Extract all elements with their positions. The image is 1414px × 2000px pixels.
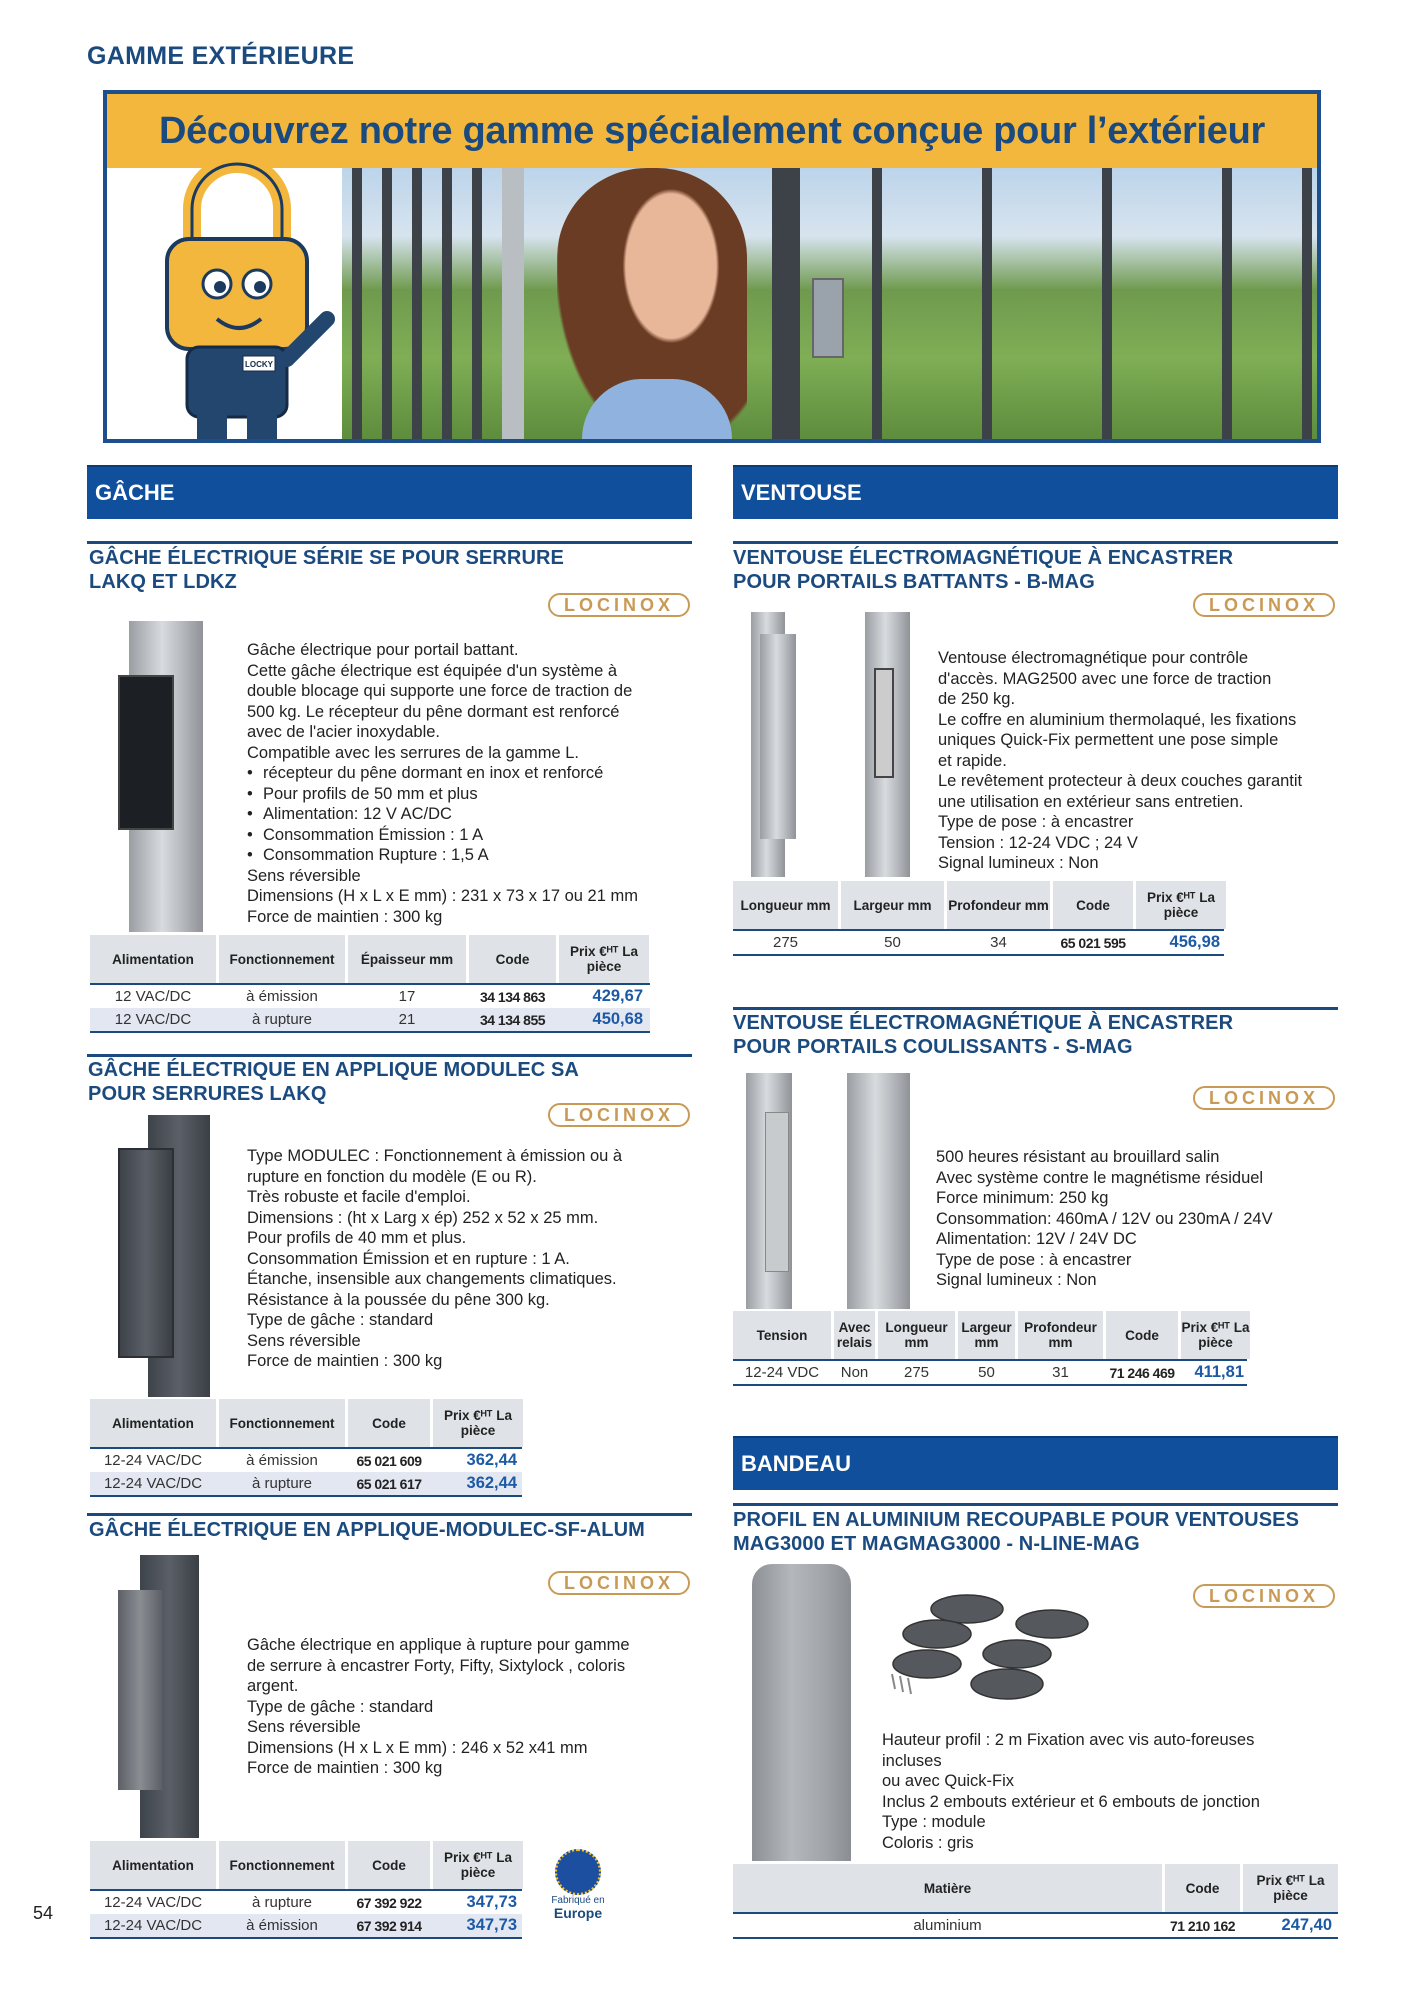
table-cell: 31 bbox=[1052, 1364, 1069, 1381]
column-header: Code bbox=[348, 1841, 430, 1889]
banner-headline: Découvrez notre gamme spécialement conçue pour l’extérieur bbox=[158, 109, 1266, 152]
column-header: Prix €ᴴᵀ La pièce bbox=[433, 1841, 523, 1889]
description-line: Force de maintien : 300 kg bbox=[247, 1759, 443, 1777]
code-cell: 34 134 863 bbox=[479, 988, 546, 1005]
price-cell: 450,68 bbox=[592, 1010, 643, 1028]
code-cell: 65 021 617 bbox=[356, 1475, 422, 1492]
section-header-bandeau: BANDEAU bbox=[733, 1436, 1338, 1490]
price-table bbox=[733, 881, 1224, 956]
description-line: Avec système contre le magnétisme résiduel bbox=[936, 1168, 1264, 1187]
price-cell: 411,81 bbox=[1194, 1363, 1244, 1381]
column-header: Prix €ᴴᵀ La pièce bbox=[1181, 1311, 1250, 1359]
column-header: Matière bbox=[733, 1864, 1162, 1912]
column-header: Profondeur mm bbox=[947, 881, 1050, 929]
price-cell: 429,67 bbox=[592, 987, 643, 1005]
description-line: et rapide. bbox=[938, 751, 1007, 770]
description-line: Gâche électrique pour portail battant. bbox=[247, 641, 519, 659]
keypad-icon bbox=[812, 278, 844, 358]
code-cell: 65 021 609 bbox=[356, 1452, 422, 1469]
table-cell: à émission bbox=[246, 1452, 318, 1469]
description-line: Résistance à la poussée du pêne 300 kg. bbox=[247, 1290, 550, 1309]
description-line: Type de gâche : standard bbox=[247, 1697, 434, 1716]
table-divider bbox=[90, 1495, 522, 1497]
description-line: Force minimum: 250 kg bbox=[936, 1189, 1109, 1207]
table-row bbox=[90, 1449, 522, 1472]
table-header bbox=[733, 881, 1224, 931]
description-line: de serrure à encastrer Forty, Fifty, Sixtylock , coloris bbox=[247, 1656, 626, 1675]
description-line: d'accès. MAG2500 avec une force de traction bbox=[938, 669, 1272, 688]
table-header bbox=[733, 1864, 1338, 1914]
description-bullet: • Consommation Rupture : 1,5 A bbox=[247, 845, 638, 866]
locinox-logo: LOCINOX bbox=[1193, 1584, 1335, 1608]
table-header bbox=[90, 1841, 522, 1891]
lock-mascot-icon bbox=[127, 149, 347, 439]
description-line: 500 heures résistant au brouillard salin bbox=[936, 1148, 1220, 1166]
product-description bbox=[882, 1730, 1260, 1853]
description-line: Force de maintien : 300 kg bbox=[247, 907, 443, 926]
code-cell: 71 210 162 bbox=[1169, 1917, 1236, 1934]
page-number: 54 bbox=[33, 1903, 54, 1923]
product-title: GÂCHE ÉLECTRIQUE EN APPLIQUE MODULEC SA POUR SERRURES LAKQ bbox=[88, 1059, 579, 1105]
description-line: Dimensions (H x L x E mm) : 246 x 52 x41 mm bbox=[247, 1738, 588, 1757]
description-line: incluses bbox=[882, 1751, 942, 1770]
table-row bbox=[90, 1914, 522, 1937]
table-row bbox=[90, 985, 650, 1008]
product-title: VENTOUSE ÉLECTROMAGNÉTIQUE À ENCASTRER POUR PORTAILS COULISSANTS - S-MAG bbox=[733, 1012, 1234, 1058]
column-header: Alimentation bbox=[90, 1399, 216, 1447]
table-row bbox=[733, 1361, 1247, 1384]
price-table bbox=[733, 1864, 1338, 1939]
column-header: Fonctionnement bbox=[219, 1841, 345, 1889]
end-caps-image bbox=[887, 1589, 1107, 1705]
product-description bbox=[247, 1635, 630, 1779]
table-cell: 50 bbox=[978, 1364, 995, 1381]
column-header: Code bbox=[1165, 1864, 1240, 1912]
description-line: Compatible avec les serrures de la gamme L. bbox=[247, 743, 579, 762]
column-header: Largeur mm bbox=[958, 1311, 1015, 1359]
description-line: rupture en fonction du modèle (E ou R). bbox=[247, 1167, 537, 1186]
eu-flag-icon bbox=[555, 1849, 601, 1895]
table-cell: 34 bbox=[990, 934, 1007, 951]
price-cell: 347,73 bbox=[466, 1893, 517, 1911]
code-cell: 65 021 595 bbox=[1060, 934, 1126, 951]
description-bullet: • Alimentation: 12 V AC/DC bbox=[247, 804, 638, 825]
description-line: Dimensions (H x L x E mm) : 231 x 73 x 17 ou 21 mm bbox=[247, 887, 638, 905]
description-line: Consommation Émission et en rupture : 1 A. bbox=[247, 1249, 570, 1268]
product-title: GÂCHE ÉLECTRIQUE EN APPLIQUE-MODULEC-SF-ALUM bbox=[89, 1519, 645, 1541]
table-cell: à rupture bbox=[251, 1894, 313, 1911]
column-header: Code bbox=[1106, 1311, 1178, 1359]
description-line: Type de pose : à encastrer bbox=[936, 1250, 1132, 1269]
column-header: Prix €ᴴᵀ La pièce bbox=[1243, 1864, 1338, 1912]
table-cell: Non bbox=[840, 1364, 869, 1381]
price-cell: 456,98 bbox=[1169, 933, 1220, 951]
table-cell: 12-24 VAC/DC bbox=[103, 1475, 203, 1492]
table-cell: 12 VAC/DC bbox=[114, 1011, 192, 1028]
description-line: Ventouse électromagnétique pour contrôle bbox=[938, 649, 1249, 667]
table-row bbox=[90, 1472, 522, 1495]
description-line: Type : module bbox=[882, 1813, 986, 1831]
description-line: Gâche électrique en applique à rupture pour gamme bbox=[247, 1636, 630, 1654]
column-header: Alimentation bbox=[90, 1841, 216, 1889]
table-divider bbox=[90, 1031, 650, 1033]
column-header: Alimentation bbox=[90, 935, 216, 983]
table-cell: 21 bbox=[398, 1011, 416, 1028]
table-cell: 12-24 VAC/DC bbox=[103, 1917, 203, 1934]
price-table bbox=[90, 1399, 522, 1497]
price-cell: 362,44 bbox=[466, 1474, 517, 1492]
description-line: Tension : 12-24 VDC ; 24 V bbox=[938, 833, 1138, 852]
description-line: double blocage qui supporte une force de traction de bbox=[247, 682, 633, 700]
price-table bbox=[90, 1841, 522, 1939]
column-header: Fonctionnement bbox=[219, 935, 345, 983]
description-line: Inclus 2 embouts extérieur et 6 embouts de jonction bbox=[882, 1792, 1260, 1811]
price-table bbox=[90, 935, 650, 1033]
description-line: Consommation: 460mA / 12V ou 230mA / 24V bbox=[936, 1209, 1273, 1228]
description-line: Type MODULEC : Fonctionnement à émission ou à bbox=[247, 1147, 623, 1165]
table-cell: 12-24 VDC bbox=[744, 1364, 820, 1381]
description-line: avec de l'acier inoxydable. bbox=[247, 723, 441, 741]
description-line: Force de maintien : 300 kg bbox=[247, 1352, 443, 1370]
section-header-gache: GÂCHE bbox=[87, 465, 692, 519]
code-cell: 67 392 922 bbox=[356, 1894, 422, 1911]
description-line: une utilisation en extérieur sans entretien. bbox=[938, 792, 1244, 811]
code-cell: 34 134 855 bbox=[479, 1011, 546, 1028]
table-cell: à rupture bbox=[251, 1011, 313, 1028]
column-header: Tension bbox=[733, 1311, 831, 1359]
page-title: GAMME EXTÉRIEURE bbox=[87, 42, 355, 70]
table-divider bbox=[90, 1937, 522, 1939]
price-cell: 362,44 bbox=[466, 1451, 517, 1469]
description-line: de 250 kg. bbox=[938, 690, 1016, 708]
description-line: Le revêtement protecteur à deux couches garantit bbox=[938, 772, 1303, 790]
description-bullet: • récepteur du pêne dormant en inox et renforcé bbox=[247, 763, 638, 784]
table-cell: à émission bbox=[246, 1917, 318, 1934]
gate-photo bbox=[342, 168, 1317, 439]
description-line: Type de pose : à encastrer bbox=[938, 813, 1134, 831]
table-cell: 17 bbox=[398, 988, 416, 1005]
table-cell: 50 bbox=[884, 934, 901, 951]
table-cell: 12-24 VAC/DC bbox=[103, 1894, 203, 1911]
locinox-logo: LOCINOX bbox=[548, 593, 690, 617]
description-bullet: • Consommation Émission : 1 A bbox=[247, 825, 638, 846]
description-line: Type de gâche : standard bbox=[247, 1311, 434, 1329]
price-cell: 247,40 bbox=[1281, 1916, 1332, 1934]
locinox-logo: LOCINOX bbox=[548, 1571, 690, 1595]
table-cell: à rupture bbox=[251, 1475, 313, 1492]
product-image bbox=[847, 1073, 910, 1309]
locinox-logo: LOCINOX bbox=[1193, 593, 1335, 617]
table-cell: 275 bbox=[772, 934, 799, 951]
column-header: Épaisseur mm bbox=[348, 935, 466, 983]
description-line: Pour profils de 40 mm et plus. bbox=[247, 1229, 467, 1247]
mascot-badge-text: LOCKY bbox=[245, 360, 273, 369]
table-divider bbox=[733, 1384, 1247, 1386]
description-line: Très robuste et facile d'emploi. bbox=[247, 1188, 471, 1206]
product-image bbox=[752, 1564, 851, 1861]
product-title: VENTOUSE ÉLECTROMAGNÉTIQUE À ENCASTRER POUR PORTAILS BATTANTS - B-MAG bbox=[733, 547, 1234, 593]
column-header: Longueur mm bbox=[878, 1311, 955, 1359]
locinox-logo: LOCINOX bbox=[1193, 1086, 1335, 1110]
column-header: Largeur mm bbox=[841, 881, 944, 929]
column-header: Code bbox=[469, 935, 556, 983]
table-row bbox=[90, 1008, 650, 1031]
description-line: ou avec Quick-Fix bbox=[882, 1772, 1015, 1790]
description-line: Alimentation: 12V / 24V DC bbox=[936, 1230, 1137, 1248]
description-line: Coloris : gris bbox=[882, 1833, 974, 1852]
product-description bbox=[247, 640, 638, 927]
description-line: uniques Quick-Fix permettent une pose simple bbox=[938, 731, 1279, 749]
price-table bbox=[733, 1311, 1250, 1386]
table-cell: à émission bbox=[246, 988, 318, 1005]
table-cell: 275 bbox=[903, 1364, 930, 1381]
table-header bbox=[90, 1399, 522, 1449]
table-divider bbox=[733, 1937, 1338, 1939]
table-divider bbox=[733, 954, 1224, 956]
table-cell: aluminium bbox=[913, 1917, 982, 1934]
code-cell: 67 392 914 bbox=[356, 1917, 422, 1934]
price-cell: 347,73 bbox=[466, 1916, 517, 1934]
description-line: Hauteur profil : 2 m Fixation avec vis auto-foreuses bbox=[882, 1731, 1255, 1749]
description-line: Sens réversible bbox=[247, 1331, 361, 1350]
column-header: Fonctionnement bbox=[219, 1399, 345, 1447]
product-description bbox=[938, 648, 1302, 874]
description-line: Dimensions : (ht x Larg x ép) 252 x 52 x 25 mm. bbox=[247, 1208, 599, 1227]
description-line: Sens réversible bbox=[247, 1718, 361, 1736]
product-title: GÂCHE ÉLECTRIQUE SÉRIE SE POUR SERRURE LAKQ ET LDKZ bbox=[89, 547, 564, 593]
description-line: Étanche, insensible aux changements climatiques. bbox=[247, 1270, 617, 1288]
description-line: 500 kg. Le récepteur du pêne dormant est renforcé bbox=[247, 702, 620, 721]
table-cell: 12 VAC/DC bbox=[114, 988, 192, 1005]
column-header: Code bbox=[1053, 881, 1133, 929]
description-line: Le coffre en aluminium thermolaqué, les fixations bbox=[938, 710, 1297, 729]
description-line: Signal lumineux : Non bbox=[936, 1271, 1097, 1289]
section-header-ventouse: VENTOUSE bbox=[733, 465, 1338, 519]
column-header: Prix €ᴴᵀ La pièce bbox=[559, 935, 649, 983]
column-header: Avec relais bbox=[834, 1311, 875, 1359]
table-row bbox=[733, 1914, 1338, 1937]
description-line: argent. bbox=[247, 1677, 299, 1695]
made-in-europe-badge: Fabriqué en Europe bbox=[544, 1849, 612, 1920]
description-line: Signal lumineux : Non bbox=[938, 854, 1099, 872]
table-header bbox=[90, 935, 650, 985]
table-row bbox=[733, 931, 1224, 954]
column-header: Prix €ᴴᵀ La pièce bbox=[1136, 881, 1226, 929]
table-cell: 12-24 VAC/DC bbox=[103, 1452, 203, 1469]
column-header: Longueur mm bbox=[733, 881, 838, 929]
column-header: Prix €ᴴᵀ La pièce bbox=[433, 1399, 523, 1447]
table-header bbox=[733, 1311, 1250, 1361]
promo-banner bbox=[103, 90, 1321, 443]
product-description bbox=[247, 1146, 622, 1372]
column-header: Profondeur mm bbox=[1018, 1311, 1103, 1359]
table-row bbox=[90, 1891, 522, 1914]
description-line: Sens réversible bbox=[247, 866, 361, 885]
column-header: Code bbox=[348, 1399, 430, 1447]
description-line: Cette gâche électrique est équipée d'un système à bbox=[247, 661, 618, 680]
code-cell: 71 246 469 bbox=[1109, 1364, 1175, 1381]
product-description bbox=[936, 1147, 1273, 1291]
locinox-logo: LOCINOX bbox=[548, 1103, 690, 1127]
description-bullet: • Pour profils de 50 mm et plus bbox=[247, 784, 638, 805]
product-title: PROFIL EN ALUMINIUM RECOUPABLE POUR VENTOUSES MAG3000 ET MAGMAG3000 - N-LINE-MAG bbox=[733, 1509, 1300, 1555]
